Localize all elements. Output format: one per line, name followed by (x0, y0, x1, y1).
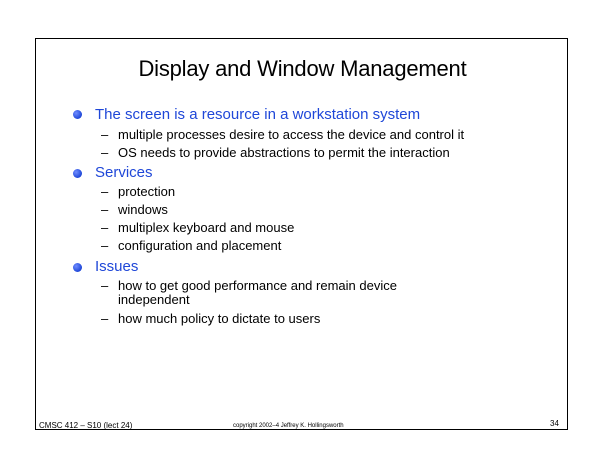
dash-icon: – (101, 202, 109, 217)
bullet-dot-icon (73, 110, 82, 119)
subitem (101, 278, 397, 293)
subitem-text: protection (118, 184, 176, 199)
bullet-screen-resource: The screen is a resource in a workstation system (95, 106, 421, 123)
subitem (101, 238, 281, 253)
bullet-dot-icon (73, 263, 82, 272)
subitem-continuation: independent (118, 292, 190, 307)
subitem-text: how much policy to dictate to users (118, 311, 321, 326)
slide-title: Display and Window Management (138, 56, 467, 81)
subitem-text: windows (118, 202, 168, 217)
dash-icon: – (101, 184, 109, 199)
bullet-issues: Issues (95, 258, 139, 275)
subitem (101, 202, 168, 217)
dash-icon: – (101, 311, 109, 326)
dash-icon: – (101, 238, 109, 253)
subitem (101, 127, 464, 142)
subitem-text: multiple processes desire to access the device and control it (118, 127, 465, 142)
bullet-dot-icon (73, 169, 82, 178)
subitem (101, 220, 294, 235)
footer-copyright: copyright 2002–4 Jeffrey K. Hollingsworth (233, 423, 344, 429)
dash-icon: – (101, 278, 109, 293)
dash-icon: – (101, 145, 109, 160)
subitem-text: multiplex keyboard and mouse (118, 220, 295, 235)
subitem (101, 184, 175, 199)
dash-icon: – (101, 127, 109, 142)
subitem (101, 145, 450, 160)
bullet-services: Services (95, 164, 153, 181)
subitem-text: OS needs to provide abstractions to permit the interaction (118, 145, 450, 160)
page-number: 34 (550, 419, 559, 428)
subitem-text: how to get good performance and remain device (118, 278, 397, 293)
subitem-text: configuration and placement (118, 238, 282, 253)
dash-icon: – (101, 220, 109, 235)
subitem (101, 311, 320, 326)
footer-course: CMSC 412 – S10 (lect 24) (39, 421, 133, 430)
